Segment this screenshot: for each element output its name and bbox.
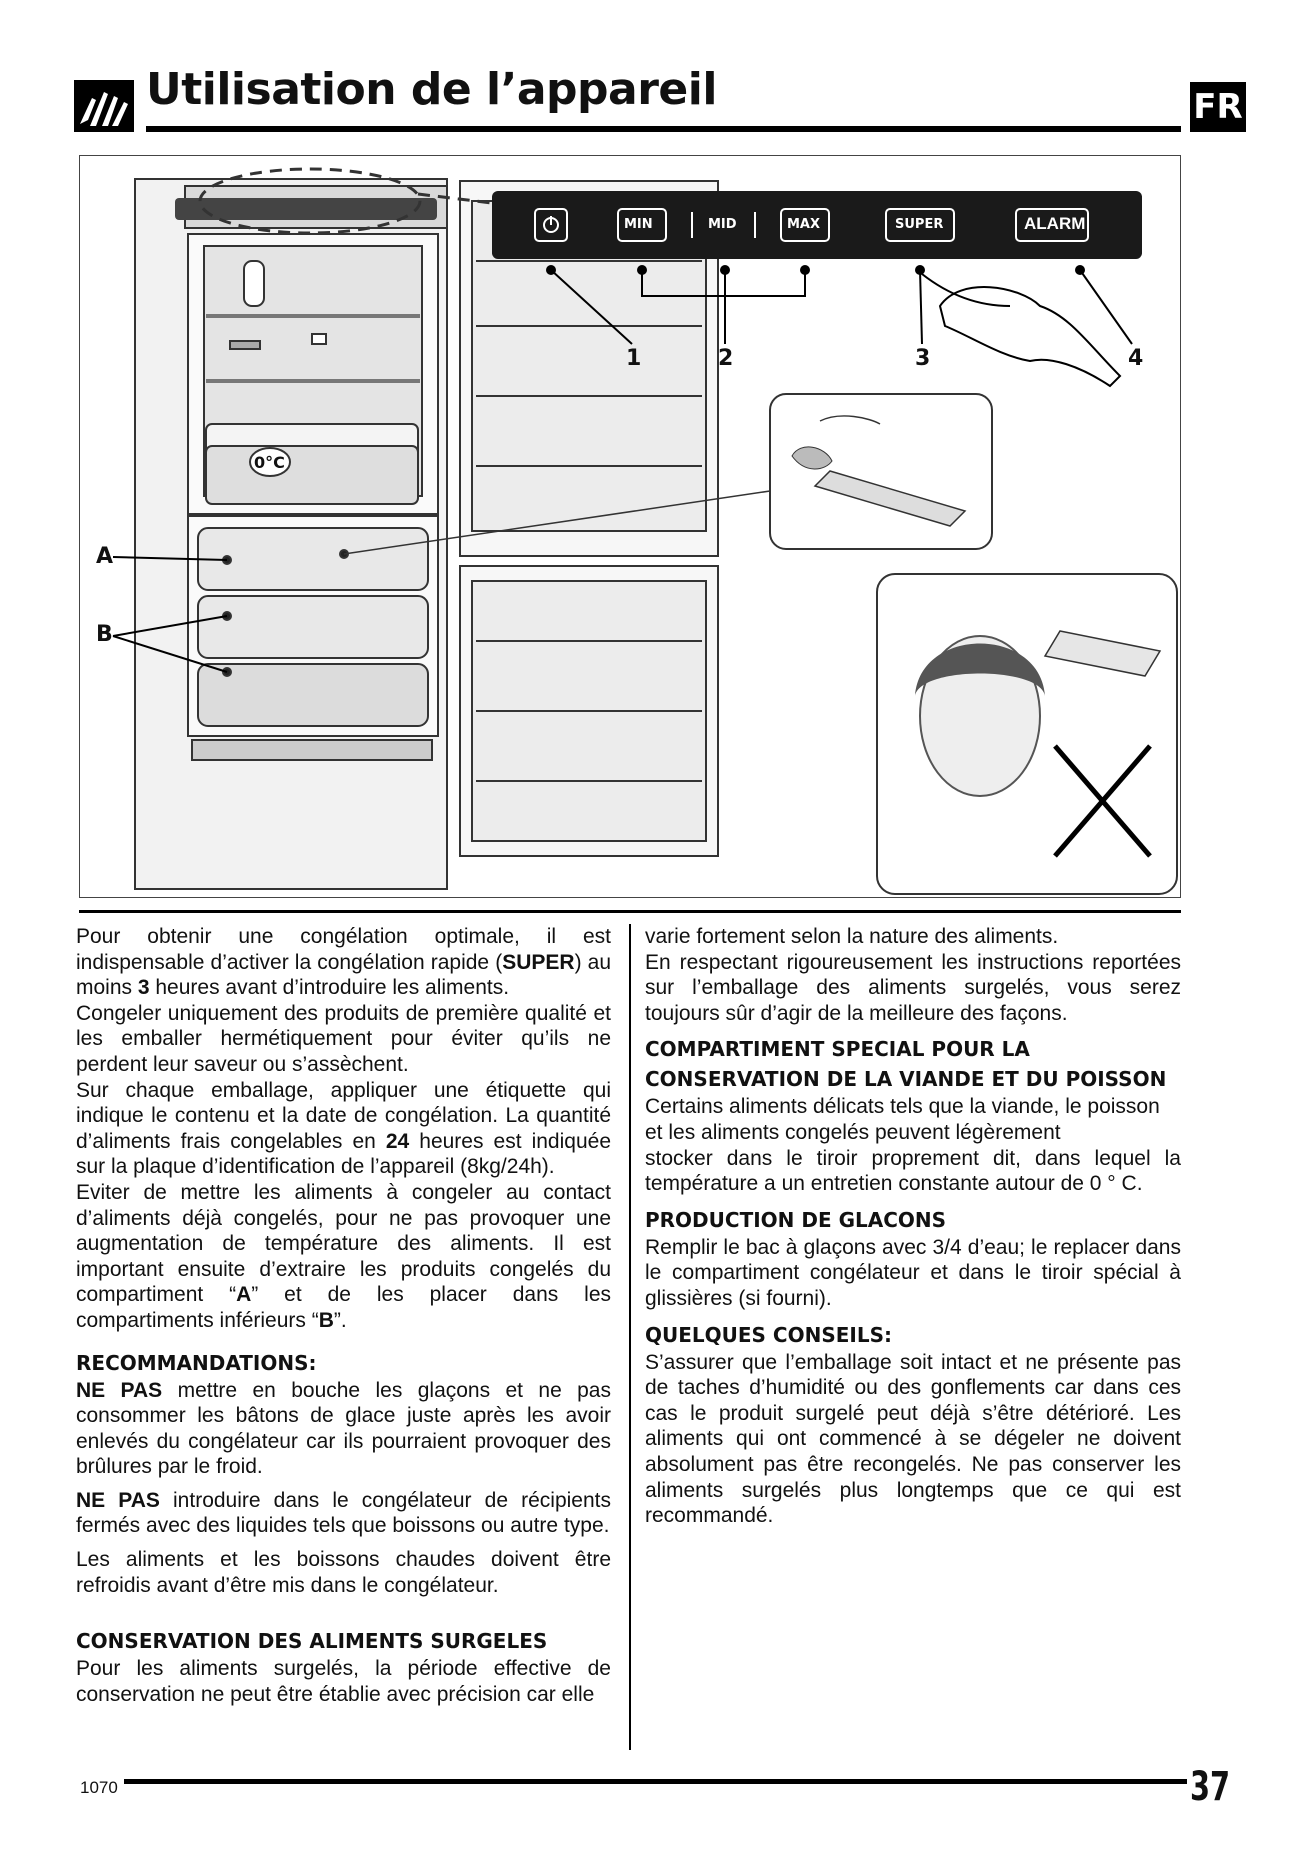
recommendations-heading: RECOMMANDATIONS: [76, 1350, 317, 1375]
panel-label-min: MIN [624, 217, 653, 232]
document-code: 1070 [80, 1778, 118, 1797]
continuation-line: varie fortement selon la nature des aliments. [645, 925, 1059, 948]
right-column [645, 924, 1181, 1529]
zero-degree-badge: 0°C [254, 453, 285, 472]
panel-label-alarm: ALARM [1024, 214, 1086, 233]
instructions-paragraph: En respectant rigoureusement les instructions reportées sur l’emballage des aliments surgelés, vous serez toujours sûr d’agir de la meilleure des façons. [645, 950, 1181, 1025]
footer-rule [124, 1779, 1187, 1784]
fridge-illustration [79, 155, 1181, 898]
ice-tray-inset [770, 394, 992, 549]
fridge-body [135, 169, 770, 889]
language-badge: FR [1190, 82, 1246, 132]
recommendation-2: NE PAS introduire dans le congélateur de récipients fermés avec des liquides tels que boissons ou autre type. [76, 1488, 611, 1538]
tips-heading: QUELQUES CONSEILS: [645, 1322, 892, 1347]
recommendation-1: NE PAS mettre en bouche les glaçons et ne pas consommer les bâtons de glace juste après les avoir enlevés du congélateur car ils pourraient provoquer des brûlures par le froid. [76, 1378, 611, 1479]
callout-2: 2 [718, 346, 734, 371]
drawer-label-b: B [96, 622, 113, 647]
left-column [76, 924, 611, 1707]
page-number: 37 [1190, 1764, 1231, 1810]
label-paragraph: Sur chaque emballage, appliquer une étiquette qui indique le contenu et la date de congélation. La quantité d’aliments frais congelables en 24 heures est indiquée sur la plaque d’identification de l’appareil (8kg/24h). [76, 1078, 611, 1179]
ice-cubes-heading: PRODUCTION DE GLACONS [645, 1207, 947, 1232]
ice-cubes-paragraph: Remplir le bac à glaçons avec 3/4 d’eau; le replacer dans le compartiment congélateur et dans le tiroir spécial à glissières (si fourni). [645, 1235, 1181, 1310]
quality-paragraph: Congeler uniquement des produits de première qualité et les emballer hermétiquement pour éviter qu’ils ne perdent leur saveur ou s’assèchent. [76, 1001, 611, 1076]
recommendation-3: Les aliments et les boissons chaudes doivent être refroidis avant d’être mis dans le congélateur. [76, 1548, 611, 1597]
conservation-paragraph: Pour les aliments surgelés, la période effective de conservation ne peut être établie avec précision car elle [76, 1657, 611, 1706]
intro-paragraph: Pour obtenir une congélation optimale, il est indispensable d’activer la congélation rapide (SUPER) au moins 3 heures avant d’introduire les aliments. [76, 925, 612, 1000]
special-compartment-text-2: stocker dans le tiroir proprement dit, dans lequel la température a un entretien constante autour de 0 ° C. [645, 1146, 1181, 1196]
panel-label-super: SUPER [895, 217, 944, 232]
callout-1: 1 [626, 346, 642, 371]
title-rule [146, 126, 1181, 132]
tips-paragraph: S’assurer que l’emballage soit intact et ne présente pas de taches d’humidité ou des gonflements car dans ces cas le produit surgelé peut déjà s’être détérioré. Les aliments qui ont commencé à se dégeler ne doivent absolument pas être recongelés. Ne pas conserver les aliments surgelés plus longtemps que ce qui est recommandé. [645, 1350, 1181, 1528]
figure-divider [79, 910, 1181, 913]
drawer-label-a: A [96, 544, 114, 569]
conservation-heading: CONSERVATION DES ALIMENTS SURGELES [76, 1629, 548, 1654]
child-warning-inset [877, 574, 1177, 894]
column-divider [629, 924, 631, 1750]
hand-icon [74, 80, 134, 132]
callout-4: 4 [1128, 346, 1144, 371]
page-title: Utilisation de l’appareil [146, 64, 717, 115]
panel-label-max: MAX [787, 217, 821, 232]
contact-paragraph: Eviter de mettre les aliments à congeler au contact d’aliments déjà congelés, pour ne pas provoquer une augmentation de température des aliments. Il est important ensuite d’extraire les produits congelés du compartiment “A” et de les placer dans les compartiments inférieurs “B”. [76, 1180, 611, 1332]
special-compartment-heading: COMPARTIMENT SPECIAL POUR LA CONSERVATION DE LA VIANDE ET DU POISSON [645, 1037, 1167, 1092]
special-compartment-text-1: Certains aliments délicats tels que la viande, le poisson et les aliments congelés peuvent légèrement [645, 1095, 1160, 1144]
panel-label-mid: MID [708, 217, 737, 232]
callout-3: 3 [915, 346, 931, 371]
